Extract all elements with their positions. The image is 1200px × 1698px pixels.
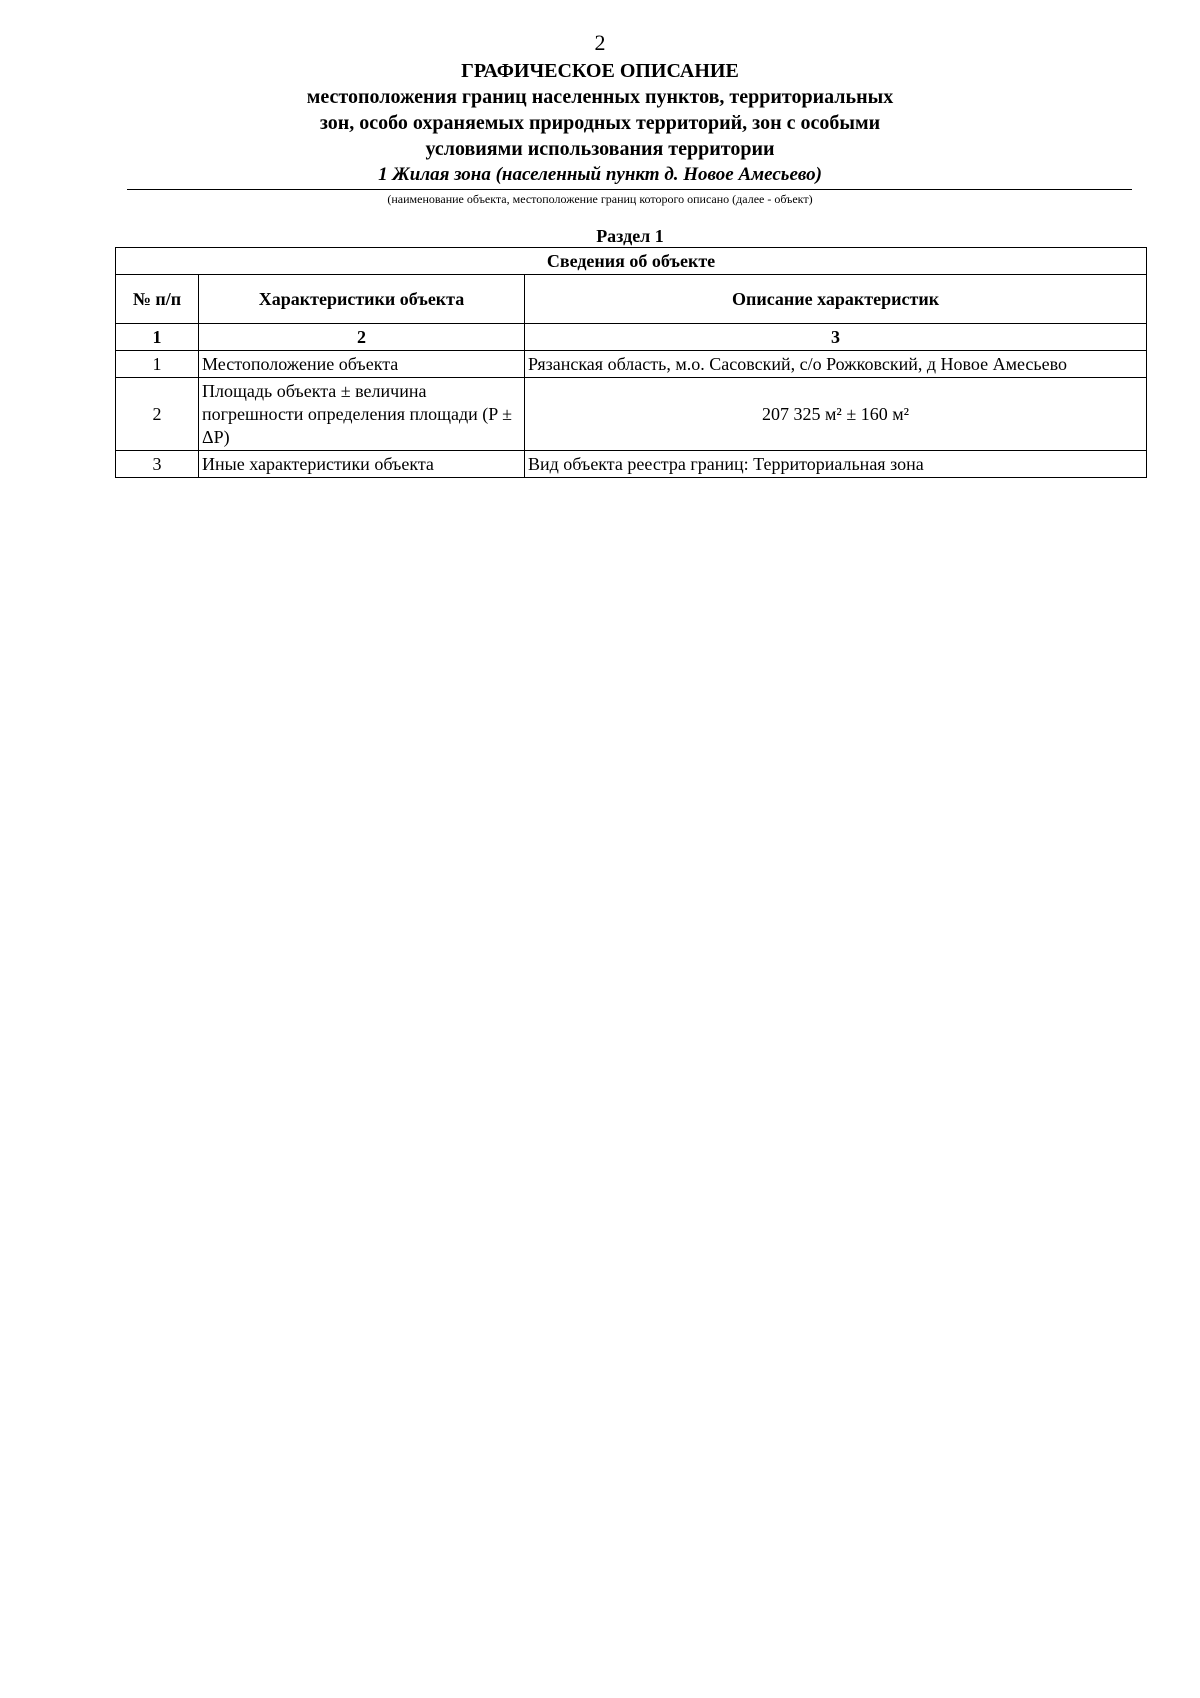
- row-characteristic: Площадь объекта ± величина погрешности определения площади (P ± ΔP): [199, 378, 525, 451]
- subtitle-line-3: условиями использования территории: [425, 138, 775, 160]
- table-caption: Сведения об объекте: [116, 248, 1147, 275]
- row-number: 3: [116, 451, 199, 478]
- table-row: [116, 378, 1147, 451]
- table-row: [116, 451, 1147, 478]
- row-number: 1: [116, 351, 199, 378]
- column-number-2: 2: [199, 324, 525, 351]
- table-header-row: [116, 275, 1147, 324]
- document-title: ГРАФИЧЕСКОЕ ОПИСАНИЕ: [461, 60, 739, 82]
- object-info-table: [115, 247, 1147, 478]
- column-number-1: 1: [116, 324, 199, 351]
- header-description: Описание характеристик: [525, 275, 1147, 324]
- row-characteristic: Иные характеристики объекта: [199, 451, 525, 478]
- section-title: Раздел 1: [596, 226, 664, 246]
- column-number-row: [116, 324, 1147, 351]
- row-characteristic: Местоположение объекта: [199, 351, 525, 378]
- row-description: 207 325 м² ± 160 м²: [525, 378, 1147, 451]
- subtitle-line-1: местоположения границ населенных пунктов, территориальных: [306, 86, 894, 108]
- subtitle-line-2: зон, особо охраняемых природных территорий, зон с особыми: [319, 112, 881, 134]
- table-row: [116, 351, 1147, 378]
- row-number: 2: [116, 378, 199, 451]
- document-header: [0, 58, 1200, 188]
- object-name-underline: [127, 189, 1132, 190]
- row-description: Вид объекта реестра границ: Территориальная зона: [525, 451, 1147, 478]
- row-description: Рязанская область, м.о. Сасовский, с/о Рожковский, д Новое Амесьево: [525, 351, 1147, 378]
- header-number: № п/п: [116, 275, 199, 324]
- column-number-3: 3: [525, 324, 1147, 351]
- object-caption: (наименование объекта, местоположение границ которого описано (далее - объект): [387, 192, 813, 206]
- header-characteristic: Характеристики объекта: [199, 275, 525, 324]
- object-name: 1 Жилая зона (населенный пункт д. Новое Амесьево): [378, 164, 822, 185]
- page-number: 2: [594, 30, 606, 55]
- table-caption-row: [116, 248, 1147, 275]
